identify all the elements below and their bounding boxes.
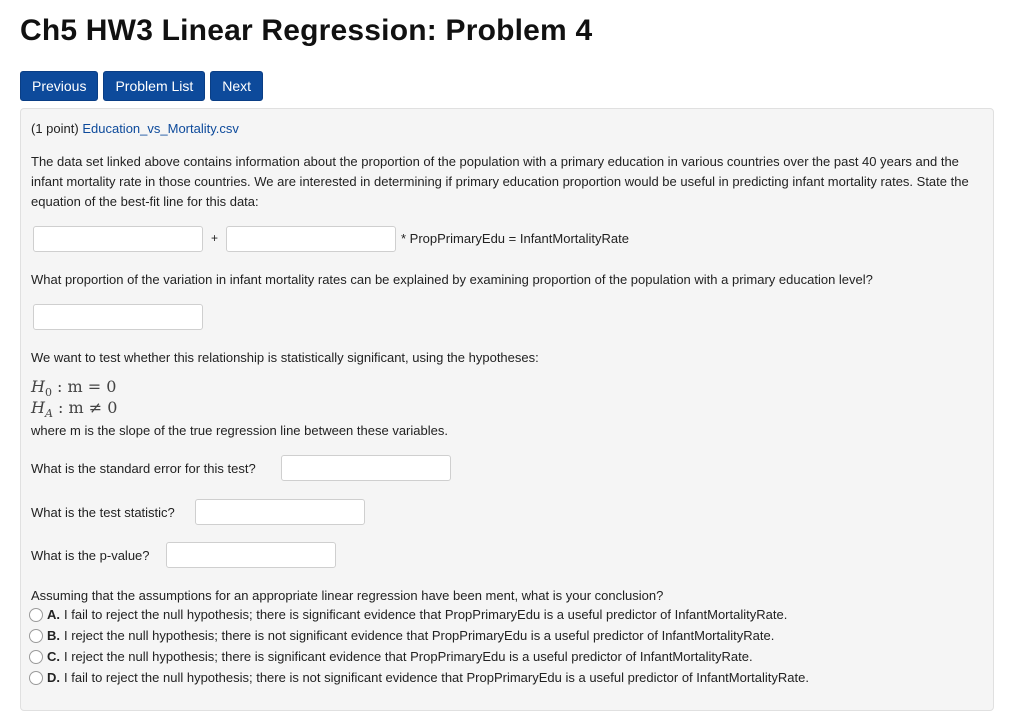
problem-intro: The data set linked above contains information about the proportion of the population with a primary education in various countries over the past 40 years and the infant mortality rate in those countries. We are interested in determining if primary education proportion would be useful in predicting infant mortality rates. State the equation of the best-fit line for this data: xyxy=(31,154,969,209)
option-a[interactable] xyxy=(29,607,787,622)
variation-question: What proportion of the variation in infant mortality rates can be explained by examining proportion of the population with a primary education level? xyxy=(31,272,873,287)
h0-symbol: H xyxy=(31,377,45,396)
slope-input[interactable] xyxy=(226,226,396,252)
plus-sign: + xyxy=(211,231,219,245)
ha-subscript: A xyxy=(44,407,53,421)
ha-statement: : m ≠ 0 xyxy=(52,398,118,417)
problem-panel xyxy=(20,108,994,711)
problem-nav xyxy=(20,71,263,101)
option-c-text: I reject the null hypothesis; there is significant evidence that PropPrimaryEdu is a useful predictor of InfantMortalityRate. xyxy=(64,649,753,664)
se-question: What is the standard error for this test? xyxy=(31,461,256,476)
variation-input[interactable] xyxy=(33,304,203,330)
slope-note: where m is the slope of the true regression line between these variables. xyxy=(31,423,448,438)
option-b[interactable] xyxy=(29,628,774,643)
intercept-input[interactable] xyxy=(33,226,203,252)
option-d-radio[interactable] xyxy=(29,671,43,685)
problem-list-button[interactable]: Problem List xyxy=(103,71,205,101)
test-statistic-input[interactable] xyxy=(195,499,365,525)
conclusion-question: Assuming that the assumptions for an appropriate linear regression have been ment, what is your conclusion? xyxy=(31,588,664,603)
problem-header xyxy=(31,121,239,136)
p-value-input[interactable] xyxy=(166,542,336,568)
option-a-radio[interactable] xyxy=(29,608,43,622)
dataset-link[interactable]: Education_vs_Mortality.csv xyxy=(82,121,239,136)
option-c-letter: C. xyxy=(47,649,60,664)
option-b-text: I reject the null hypothesis; there is not significant evidence that PropPrimaryEdu is a useful predictor of InfantMortalityRate. xyxy=(64,628,775,643)
hypotheses-intro: We want to test whether this relationship is statistically significant, using the hypotheses: xyxy=(31,350,539,365)
option-d-text: I fail to reject the null hypothesis; there is not significant evidence that PropPrimaryEdu is a useful predictor of InfantMortalityRate. xyxy=(64,670,809,685)
option-b-radio[interactable] xyxy=(29,629,43,643)
option-a-letter: A. xyxy=(47,607,60,622)
h0-statement: : m = 0 xyxy=(51,377,117,396)
points-label: (1 point) xyxy=(31,121,79,136)
null-hypothesis xyxy=(31,377,116,399)
next-button[interactable]: Next xyxy=(210,71,263,101)
option-d[interactable] xyxy=(29,670,809,685)
option-b-letter: B. xyxy=(47,628,60,643)
standard-error-input[interactable] xyxy=(281,455,451,481)
option-a-text: I fail to reject the null hypothesis; there is significant evidence that PropPrimaryEdu is a useful predictor of InfantMortalityRate. xyxy=(64,607,788,622)
h0-subscript: 0 xyxy=(44,386,52,400)
option-d-letter: D. xyxy=(47,670,60,685)
option-c[interactable] xyxy=(29,649,753,664)
equation-suffix: * PropPrimaryEdu = InfantMortalityRate xyxy=(401,231,629,246)
option-c-radio[interactable] xyxy=(29,650,43,664)
pvalue-question: What is the p-value? xyxy=(31,548,150,563)
test-stat-question: What is the test statistic? xyxy=(31,505,175,520)
previous-button[interactable]: Previous xyxy=(20,71,98,101)
alternative-hypothesis xyxy=(31,398,117,420)
page-title: Ch5 HW3 Linear Regression: Problem 4 xyxy=(20,14,593,47)
ha-symbol: H xyxy=(31,398,45,417)
